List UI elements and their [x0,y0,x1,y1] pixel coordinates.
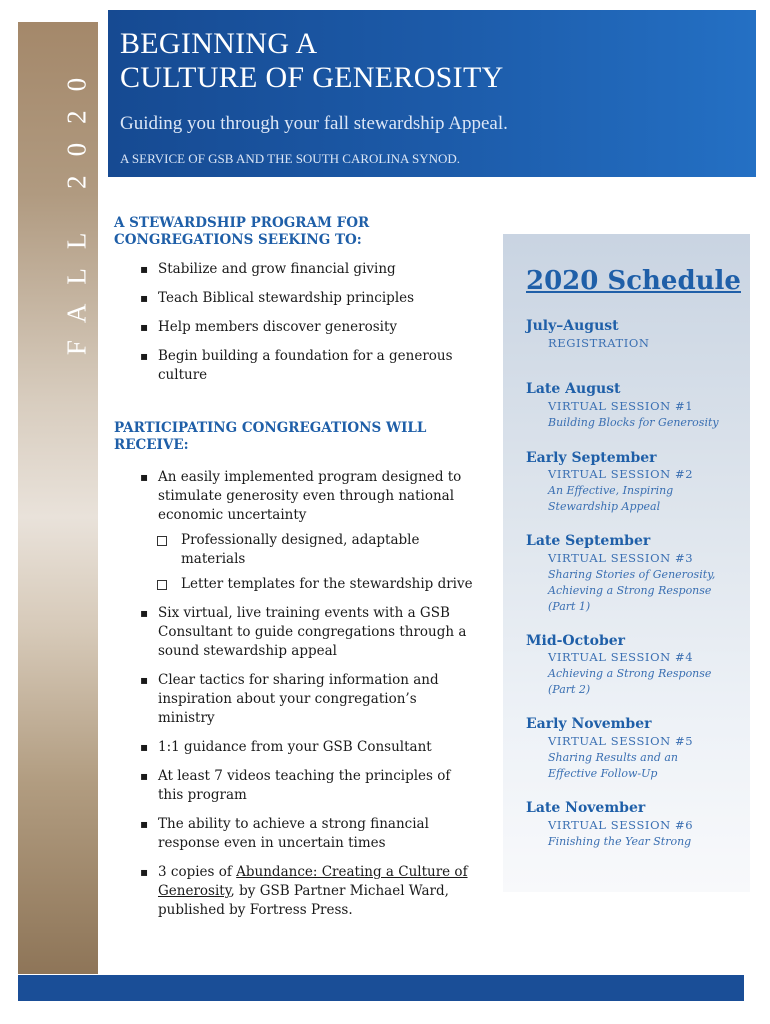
season-label: FALL 2020 [61,58,92,356]
list-item: ▪ Stabilize and grow financial giving [114,260,476,279]
program-heading-line-1: A STEWARDSHIP PROGRAM FOR [114,215,370,231]
list-item: ▪ 1:1 guidance from your GSB Consultant [114,738,476,757]
header-banner [108,10,756,177]
list-item: ▪ Clear tactics for sharing information and inspiration about your congregation’s ministry [114,671,476,728]
schedule-session: REGISTRATION [548,336,650,350]
schedule-description [548,415,738,431]
sub-list-item: Professionally designed, adaptable materials [114,531,476,569]
schedule-session: VIRTUAL SESSION #5 [548,734,694,748]
main-content [114,215,476,920]
receive-heading-line-1: PARTICIPATING CONGREGATIONS WILL [114,420,427,436]
benefits-list [114,468,476,920]
schedule-period: Mid-October [526,633,626,649]
schedule-session: VIRTUAL SESSION #4 [548,650,694,664]
schedule-period: Late September [526,533,651,549]
receive-heading-line-2: RECEIVE: [114,437,189,453]
schedule-session: VIRTUAL SESSION #2 [548,467,694,481]
schedule-session: VIRTUAL SESSION #3 [548,551,694,565]
desc-line: (Part 2) [548,683,591,696]
program-heading-line-2: CONGREGATIONS SEEKING TO: [114,232,362,248]
list-item: ▪ At least 7 videos teaching the principles of this program [114,767,476,805]
title-line-2: CULTURE OF GENEROSITY [120,61,504,94]
desc-line: Achieving a Strong Response [548,584,712,597]
list-item: ▪ Help members discover generosity [114,318,476,337]
subtitle: Guiding you through your fall stewardship Appeal. [120,113,508,134]
desc-line: Finishing the Year Strong [548,835,692,848]
list-item: ▪ Teach Biblical stewardship principles [114,289,476,308]
schedule-description [548,834,738,850]
footer-bar [18,975,744,1001]
benefit-sublist [158,531,476,594]
schedule-period: Early September [526,450,657,466]
book-suffix: , by GSB Partner Michael Ward, published by Fortress Press. [158,883,449,918]
schedule-period: Early November [526,716,652,732]
book-prefix: 3 copies of [158,864,237,880]
desc-line: (Part 1) [548,600,591,613]
list-item [114,468,476,594]
schedule-title: 2020 Schedule [526,266,741,296]
schedule-description [548,750,738,782]
sidebar-decoration [18,22,98,974]
list-item [114,863,476,920]
schedule-period: Late November [526,800,646,816]
schedule-description [548,483,738,515]
schedule-session: VIRTUAL SESSION #1 [548,399,694,413]
desc-line: Stewardship Appeal [548,500,661,513]
page-title [120,27,504,95]
receive-heading [114,420,476,454]
list-item: ▪ The ability to achieve a strong financial response even in uncertain times [114,815,476,853]
service-note: A SERVICE OF GSB AND THE SOUTH CAROLINA SYNOD. [120,151,461,166]
schedule-description [548,666,738,698]
schedule-session: VIRTUAL SESSION #6 [548,818,694,832]
book-title: Abundance: Creating a Culture of Generosity [158,864,468,899]
desc-line: Sharing Stories of Generosity, [548,568,716,581]
schedule-description [548,567,738,615]
program-heading [114,215,476,249]
desc-line: Achieving a Strong Response [548,667,712,680]
benefit-text: An easily implemented program designed to stimulate generosity even through national economic uncertainty [158,469,462,523]
schedule-period: July–August [526,318,619,334]
desc-line: Building Blocks for Generosity [548,416,719,429]
list-item: ▪ Six virtual, live training events with a GSB Consultant to guide congregations through a sound stewardship appeal [114,604,476,661]
list-item: ▪ Begin building a foundation for a generous culture [114,347,476,385]
schedule-panel [503,234,750,892]
program-goals-list [114,260,476,385]
schedule-period: Late August [526,381,621,397]
desc-line: Effective Follow-Up [548,767,658,780]
sub-list-item: Letter templates for the stewardship drive [114,575,476,594]
desc-line: An Effective, Inspiring [548,484,674,497]
desc-line: Sharing Results and an [548,751,679,764]
title-line-1: BEGINNING A [120,27,318,60]
